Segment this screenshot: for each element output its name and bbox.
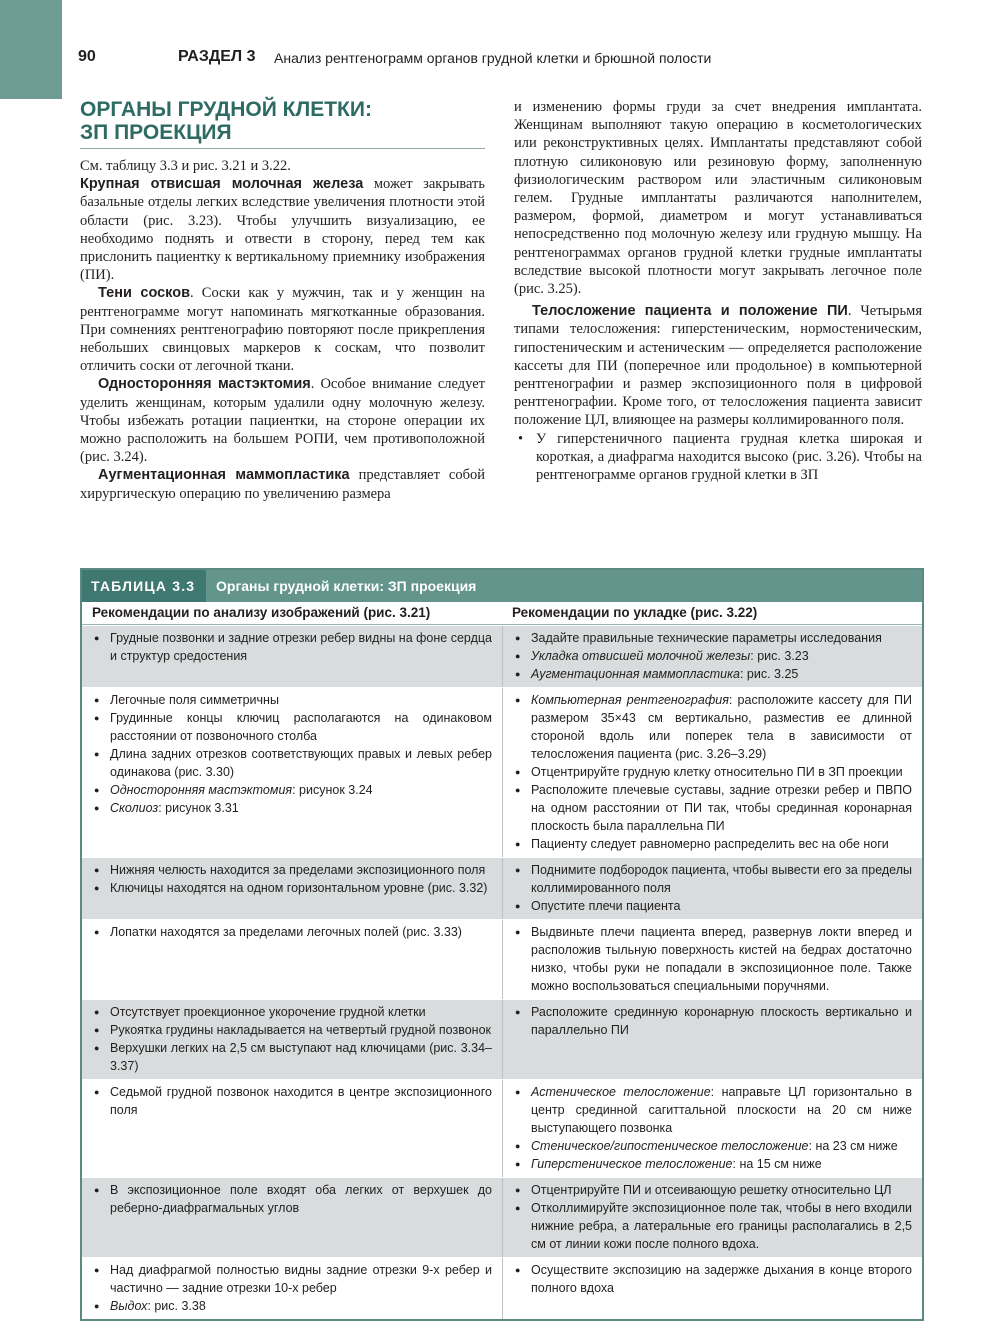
list-item: [90, 879, 492, 897]
analysis-cell: [82, 858, 502, 919]
italic-term: Компьютерная рентгенография: [531, 693, 729, 707]
table-row: [82, 1177, 922, 1257]
analysis-cell: [82, 1000, 502, 1079]
item-text: Нижняя челюсть находится за пределами экспозиционного поля: [110, 863, 486, 877]
cell-list: [511, 629, 912, 683]
term-nipples: Тени сосков: [98, 285, 191, 302]
table-row: [82, 687, 922, 857]
list-item: [511, 1137, 912, 1155]
item-text: Рукоятка грудины накладывается на четвертый грудной позвонок: [110, 1023, 491, 1037]
list-item: [511, 665, 912, 683]
column-header-analysis: Рекомендации по анализу изображений (рис. 3.21): [92, 605, 431, 620]
right-column: [514, 98, 922, 484]
item-text: Задайте правильные технические параметры исследования: [531, 631, 882, 645]
cell-list: [90, 1181, 492, 1217]
item-text: Отцентрируйте ПИ и отсеивающую решетку относительно ЦЛ: [531, 1183, 892, 1197]
item-text: : расположите кассету для ПИ размером 35×43 см вертикально, разместив ее длинной стороной вдоль или поперек тела в зависимости от телосложения пациента (рис. 3.26–3.29): [531, 693, 912, 761]
list-item: [511, 781, 912, 835]
paragraph-nipples: [80, 284, 485, 375]
list-item: [90, 1181, 492, 1217]
item-text: Грудные позвонки и задние отрезки ребер видны на фоне сердца и структур средостения: [110, 631, 492, 663]
text-augmentation: представляет собой хирургическую операцию по увеличению размера: [80, 467, 485, 502]
list-item: [511, 1155, 912, 1173]
text-breast: может закрывать базальные отделы легких вследствие увеличения плотности этой области (рис. 3.23). Чтобы улучшить визуализацию, ее необходимо поднять и отвести в сторону, перед тем как прислонить пациентку к вертикальному приемнику изображения (ПИ).: [80, 176, 485, 284]
positioning-cell: [502, 1258, 922, 1319]
table-row: [82, 1079, 922, 1177]
paragraph-mastectomy: [80, 375, 485, 466]
habitus-list: [514, 430, 922, 485]
table-row: [82, 1257, 922, 1319]
list-item: [90, 1297, 492, 1315]
item-text: Над диафрагмой полностью видны задние отрезки 9-х ребер и частично — задние отрезки 10-х ребер: [110, 1263, 492, 1295]
cell-list: [90, 1003, 492, 1075]
paragraph-habitus: [514, 302, 922, 429]
list-item: [511, 629, 912, 647]
cell-list: [511, 1261, 912, 1297]
positioning-cell: [502, 1000, 922, 1079]
item-text: Отцентрируйте грудную клетку относительно ПИ в ЗП проекции: [531, 765, 903, 779]
list-item: [511, 1199, 912, 1253]
italic-term: Аугментационная маммопластика: [531, 667, 740, 681]
table-tag: ТАБЛИЦА 3.3: [82, 570, 206, 602]
italic-term: Выдох: [110, 1299, 148, 1313]
positioning-cell: [502, 688, 922, 857]
term-augmentation: Аугментационная маммопластика: [98, 467, 350, 484]
cell-list: [511, 1083, 912, 1173]
list-item: [90, 629, 492, 665]
table-3-3: [80, 568, 924, 1321]
item-text: : рис. 3.38: [147, 1299, 206, 1313]
section-label: РАЗДЕЛ 3: [178, 48, 256, 65]
paragraph-augmentation: [80, 466, 485, 502]
section-title: Анализ рентгенограмм органов грудной клетки и брюшной полости: [274, 50, 712, 66]
list-item: [90, 781, 492, 799]
cell-list: [90, 861, 492, 897]
list-item: [90, 799, 492, 817]
list-item: [90, 1083, 492, 1119]
item-text: Пациенту следует равномерно распределить вес на обе ноги: [531, 837, 889, 851]
item-text: Осуществите экспозицию на задержке дыхания в конце второго полного вдоха: [531, 1263, 912, 1295]
list-item: [90, 861, 492, 879]
item-text: : рис. 3.23: [750, 649, 809, 663]
cell-list: [511, 1003, 912, 1039]
list-item: [90, 1021, 492, 1039]
table-row: [82, 919, 922, 999]
analysis-cell: [82, 1258, 502, 1319]
table-row: [82, 999, 922, 1079]
text-habitus: . Четырьмя типами телосложения: гиперстеническим, нормостеническим, гипостеническим и астеническим — определяется расположение кассеты для ПИ (поперечное или продольное) в компьютерной рентгенографии и размер экспозиционного поля в цифровой рентгенографии. Кроме того, от телосложения пациента зависит положение ЦЛ, влияющее на размеры коллимированного поля.: [514, 303, 922, 429]
italic-term: Стеническое/гипостеническое телосложение: [531, 1139, 809, 1153]
list-item: • У гиперстеничного пациента грудная клетка широкая и короткая, а диафрагма находится высоко (рис. 3.26). Чтобы на рентгенограмме органов грудной клетки в ЗП: [514, 430, 922, 485]
heading-line-2: ЗП ПРОЕКЦИЯ: [80, 121, 232, 144]
text-nipples: . Соски как у мужчин, так и у женщин на рентгенограмме могут напоминать мягкотканные образования. При сомнениях рентгенографию повторяют после прикрепления небольших свинцовых маркеров к соскам, что позволит отличить соски от легочной ткани.: [80, 285, 485, 375]
italic-term: Сколиоз: [110, 801, 159, 815]
positioning-cell: [502, 858, 922, 919]
item-text: Легочные поля симметричны: [110, 693, 279, 707]
cell-list: [511, 861, 912, 915]
italic-term: Астеническое телосложение: [531, 1085, 711, 1099]
column-header-positioning: Рекомендации по укладке (рис. 3.22): [512, 605, 758, 620]
positioning-cell: [502, 920, 922, 999]
analysis-cell: [82, 1178, 502, 1257]
item-text: : рисунок 3.31: [158, 801, 239, 815]
list-item: [511, 1083, 912, 1137]
list-item: [511, 923, 912, 995]
running-header: [78, 48, 970, 72]
item-text: Седьмой грудной позвонок находится в центре экспозиционного поля: [110, 1085, 492, 1117]
list-item: [511, 835, 912, 853]
list-item: [511, 691, 912, 763]
section-heading: [80, 98, 485, 149]
analysis-cell: [82, 688, 502, 857]
list-item: [511, 1003, 912, 1039]
item-text: Отсутствует проекционное укорочение грудной клетки: [110, 1005, 426, 1019]
list-item: [511, 1261, 912, 1297]
item-text: Ключицы находятся на одном горизонтальном уровне (рис. 3.32): [110, 881, 488, 895]
analysis-cell: [82, 920, 502, 999]
text-mastectomy: . Особое внимание следует уделить женщинам, которым удалили одну молочную железу. Чтобы избежать ротации пациентки, на стороне операции их можно расположить на большем РОПИ, чем противоположной (рис. 3.24).: [80, 376, 485, 466]
table-caption: Органы грудной клетки: ЗП проекция: [216, 578, 477, 594]
table-body: [82, 625, 922, 1319]
cell-list: [90, 1261, 492, 1315]
list-item: [90, 1039, 492, 1075]
positioning-cell: [502, 1080, 922, 1177]
list-item: [511, 861, 912, 897]
analysis-cell: [82, 1080, 502, 1177]
list-item: [90, 1003, 492, 1021]
left-column: [80, 98, 485, 503]
item-text: Лопатки находятся за пределами легочных полей (рис. 3.33): [110, 925, 462, 939]
item-text: Верхушки легких на 2,5 см выступают над ключицами (рис. 3.34–3.37): [110, 1041, 492, 1073]
item-text: Расположите срединную коронарную плоскость вертикально и параллельно ПИ: [531, 1005, 912, 1037]
paragraph-breast: [80, 175, 485, 284]
cell-list: [511, 691, 912, 853]
analysis-cell: [82, 626, 502, 687]
term-habitus: Телосложение пациента и положение ПИ: [532, 303, 848, 320]
item-text: : рисунок 3.24: [292, 783, 373, 797]
item-text: : направьте ЦЛ горизонтально в центр срединной сагиттальной плоскости на 20 см ниже выступающего позвонка: [531, 1085, 912, 1135]
heading-line-1: ОРГАНЫ ГРУДНОЙ КЛЕТКИ:: [80, 98, 372, 121]
positioning-cell: [502, 1178, 922, 1257]
list-item: [90, 1261, 492, 1297]
item-text: : рис. 3.25: [739, 667, 799, 681]
item-text: Длина задних отрезков соответствующих правых и левых ребер одинакова (рис. 3.30): [110, 747, 492, 779]
italic-term: Гиперстеническое телосложение: [531, 1157, 733, 1171]
table-reference: См. таблицу 3.3 и рис. 3.21 и 3.22.: [80, 158, 291, 174]
item-text: Поднимите подбородок пациента, чтобы вывести его за пределы коллимированного поля: [531, 863, 912, 895]
list-item: [90, 691, 492, 709]
list-item: [90, 923, 492, 941]
cell-list: [511, 1181, 912, 1253]
term-mastectomy: Односторонняя мастэктомия: [98, 376, 311, 393]
cell-list: [90, 1083, 492, 1119]
list-item: [511, 897, 912, 915]
term-breast: Крупная отвисшая молочная железа: [80, 176, 364, 193]
table-header-row: [82, 602, 922, 625]
item-text: Опустите плечи пациента: [531, 899, 681, 913]
page-number: 90: [78, 48, 96, 65]
italic-term: Укладка отвисшей молочной железы: [531, 649, 751, 663]
list-item: [90, 745, 492, 781]
list-item: [511, 1181, 912, 1199]
item-text: Грудинные концы ключиц располагаются на одинаковом расстоянии от позвоночного столба: [110, 711, 492, 743]
item-text: Отколлимируйте экспозиционное поле так, чтобы в него входили нижние ребра, а латеральные его границы располагались в 2,5 см от линии кожи после полного вдоха.: [531, 1201, 912, 1251]
item-text: : на 23 см ниже: [808, 1139, 898, 1153]
table-title-bar: [82, 570, 922, 602]
table-row: [82, 625, 922, 687]
list-item: [90, 709, 492, 745]
italic-term: Односторонняя мастэктомия: [110, 783, 293, 797]
positioning-cell: [502, 626, 922, 687]
item-text: : на 15 см ниже: [732, 1157, 822, 1171]
item-text: Расположите плечевые суставы, задние отрезки ребер и ПВПО на одном расстоянии от ПИ так, чтобы срединная коронарная плоскость была параллельна ПИ: [531, 783, 912, 833]
list-item: [511, 647, 912, 665]
table-row: [82, 857, 922, 919]
cell-list: [90, 923, 492, 941]
item-text: В экспозиционное поле входят оба легких от верхушек до реберно-диафрагмальных углов: [110, 1183, 492, 1215]
list-item: [511, 763, 912, 781]
cell-list: [90, 629, 492, 665]
paragraph-implants: и изменению формы груди за счет внедрения имплантата. Женщинам выполняют такую операцию в косметологических или реконструктивных целях. Имплантаты представляют собой плотную силиконовую или резиновую форму, заполненную физиологическим раствором или эластичным силиконовым гелем. Грудные имплантаты различаются наполнителем, размером, формой, диаметром и могут устанавливаться непосредственно под молочную железу или грудную мышцу. На рентгенограммах органов грудной клетки грудные имплантаты вследствие высокой плотности могут закрывать легочное поле (рис. 3.25).: [514, 99, 922, 298]
page-corner-tab: [0, 0, 62, 99]
item-text: Выдвиньте плечи пациента вперед, развернув локти вперед и расположив тыльную поверхность кистей на бедрах достаточно низко, чтобы руки не попадали в экспозиционное поле. Также можно воспользоваться специальными поручнями.: [531, 925, 912, 993]
cell-list: [90, 691, 492, 817]
cell-list: [511, 923, 912, 995]
